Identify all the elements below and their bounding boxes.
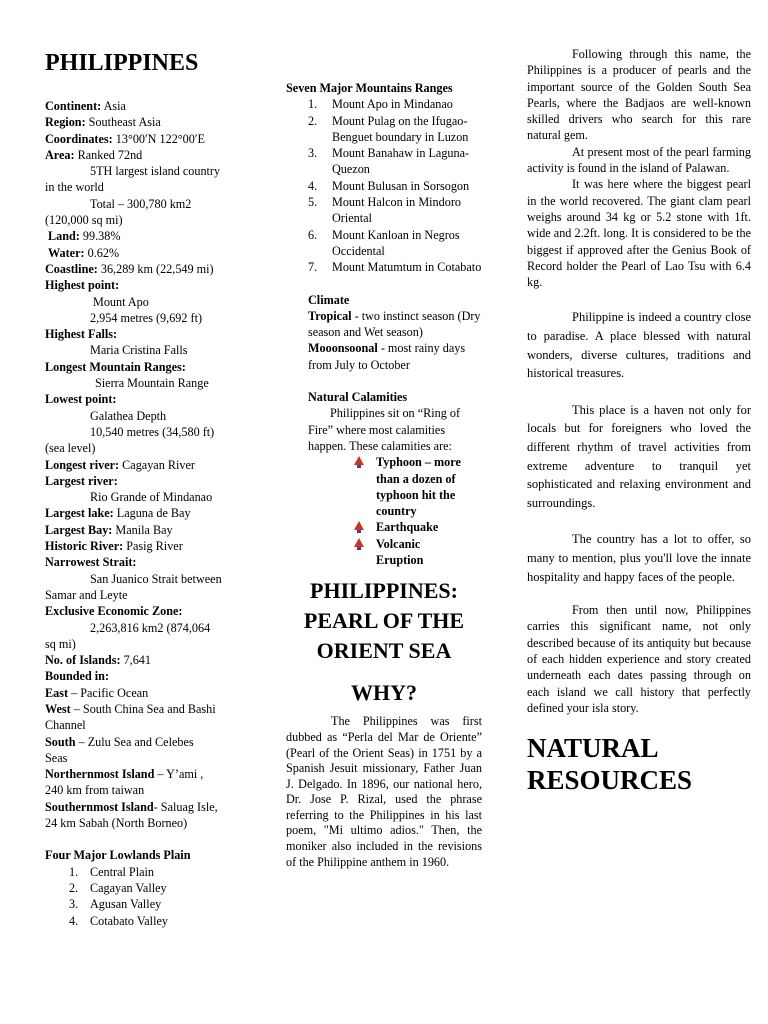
fact-line: Mount Apo — [93, 294, 149, 309]
fact-east: East – Pacific Ocean — [45, 685, 149, 700]
list-item: 3. Mount Banahaw in Laguna-Quezon — [308, 146, 470, 177]
fact-coordinates: Coordinates: 13°00′N 122°00′E — [45, 131, 205, 146]
fact-coastline: Coastline: 36,289 km (22,549 mi) — [45, 261, 214, 276]
list-item: 1. Mount Apo in Mindanao — [308, 97, 453, 112]
column-facts — [45, 0, 250, 929]
calamities-intro: Philippines sit on “Ring of Fire” where most calamities happen. These calamities are: — [308, 406, 461, 453]
paragraph: From then until now, Philippines carries this significant name, not only described because of its antiquity but because of each hidden experience and story created underneath each dates passing through on each island we call history that perfectly defined your isla story. — [527, 603, 751, 715]
mountains-list — [286, 96, 482, 275]
fact-highest-point: Highest point: — [45, 278, 120, 293]
lowlands-list — [45, 864, 250, 929]
fact-line: (sea level) — [45, 441, 96, 456]
fact-line: Galathea Depth — [90, 408, 167, 423]
calamities-heading: Natural Calamities — [308, 390, 408, 405]
fact-area: Area: Ranked 72nd — [45, 147, 143, 162]
fact-islands: No. of Islands: 7,641 — [45, 653, 151, 668]
arrow-bullet-icon — [354, 538, 364, 547]
fact-largest-bay: Largest Bay: Manila Bay — [45, 522, 173, 537]
fact-historic-river: Historic River: Pasig River — [45, 539, 183, 554]
arrow-bullet-icon — [354, 521, 364, 530]
why-paragraph: The Philippines was first dubbed as “Perla del Mar de Oriente” (Pearl of the Orient Seas) in 1751 by a Spanish Jesuit missionary, Father Juan J. Delgado. In 1896, our national hero, Dr. Jose P. Rizal, used the phrase referring to the Philippines in his last poem, "Mi ultimo adios." Then, the moniker also included in the revisions of the Philippine anthem in 1960. — [286, 714, 482, 869]
fact-area-line: 5TH largest island country — [90, 164, 221, 179]
calamity-item: Volcanic Eruption — [286, 536, 482, 569]
paragraph: At present most of the pearl farming activity is found in the island of Palawan. — [527, 144, 751, 176]
list-item: 5. Mount Halcon in Mindoro Oriental — [308, 195, 461, 226]
fact-line: 10,540 metres (34,580 ft) — [90, 424, 215, 439]
fact-line: Seas — [45, 750, 68, 765]
why-heading: WHY? — [351, 680, 417, 706]
fact-water: Water: 0.62% — [48, 245, 120, 260]
paragraph: This place is a haven not only for locals but for foreigners who loved the different rhythm of travel activities from extreme adventure to tranquil yet sophisticated and relaxing environment and surroundings. — [527, 402, 751, 510]
fact-line: Samar and Leyte — [45, 587, 128, 602]
fact-southernmost: Southernmost Island- Saluag Isle, — [45, 799, 218, 814]
list-item: 7. Mount Matumtum in Cotabato — [308, 260, 482, 275]
fact-largest-lake: Largest lake: Laguna de Bay — [45, 506, 191, 521]
mountains-heading: Seven Major Mountains Ranges — [286, 81, 453, 95]
fact-area-line: in the world — [45, 180, 104, 195]
arrow-bullet-icon — [354, 456, 364, 465]
calamity-item: Earthquake — [286, 519, 482, 535]
climate-monsoonal: Mooonsoonal - most rainy days from July to October — [308, 341, 466, 372]
fact-area-line: Total – 300,780 km2 — [90, 196, 192, 211]
fact-longest-river: Longest river: Cagayan River — [45, 457, 195, 472]
fact-line: 2,263,816 km2 (874,064 — [90, 620, 211, 635]
fact-line: Sierra Mountain Range — [95, 376, 209, 391]
main-heading: PHILIPPINES: PEARL OF THE ORIENT SEA — [303, 578, 465, 664]
fact-largest-river: Largest river: — [45, 473, 118, 488]
fact-area-line: (120,000 sq mi) — [45, 213, 123, 228]
fact-eez: Exclusive Economic Zone: — [45, 604, 183, 619]
fact-line: 240 km from taiwan — [45, 783, 145, 798]
fact-line: Rio Grande of Mindanao — [90, 490, 213, 505]
lowlands-heading: Four Major Lowlands Plain — [45, 848, 191, 863]
fact-bounded: Bounded in: — [45, 669, 110, 684]
fact-mountain-ranges: Longest Mountain Ranges: — [45, 359, 186, 374]
fact-line: Channel — [45, 718, 86, 733]
paragraph: Philippine is indeed a country close to paradise. A place blessed with natural wonders, diverse cultures, traditions and historical treasures. — [527, 310, 751, 381]
column-middle — [286, 0, 482, 870]
fact-line: sq mi) — [45, 636, 76, 651]
paragraph: It was here where the biggest pearl in the world recovered. The giant clam pearl weighs around 34 kg or 5.2 stone with 1ft. wide and 2.2ft. long. It is considered to be the biggest if approved after the Genius Book of Record holder the Pearl of Lao Tsu with 6.4 kg. — [527, 177, 751, 290]
list-item: 4. Mount Bulusan in Sorsogon — [308, 178, 470, 193]
column-right — [527, 0, 751, 796]
fact-line: Maria Cristina Falls — [90, 343, 188, 358]
fact-narrowest-strait: Narrowest Strait: — [45, 555, 137, 570]
list-item: 1. Central Plain — [69, 864, 154, 879]
fact-south: South – Zulu Sea and Celebes — [45, 734, 194, 749]
climate-tropical: Tropical - two instinct season (Dry season and Wet season) — [308, 308, 481, 340]
fact-line: 2,954 metres (9,692 ft) — [90, 310, 203, 325]
resources-heading: NATURAL RESOURCES — [527, 733, 693, 796]
paragraph: Following through this name, the Philippines is a producer of pearls and the important source of the Golden South Sea Pearls, where the Badjaos are well-known skilled drivers who search for this rare natural gem. — [527, 47, 751, 143]
paragraph: The country has a lot to offer, so many to mention, plus you'll love the innate hospitality and happy faces of the people. — [527, 532, 751, 584]
climate-heading: Climate — [308, 292, 350, 307]
fact-west: West – South China Sea and Bashi — [45, 701, 216, 716]
fact-region: Region: Southeast Asia — [45, 115, 161, 130]
list-item: 6. Mount Kanloan in Negros Occidental — [308, 227, 460, 258]
fact-line: 24 km Sabah (North Borneo) — [45, 816, 188, 831]
list-item: 2. Mount Pulag on the Ifugao-Benguet boundary in Luzon — [308, 113, 469, 144]
calamity-item: Typhoon – more than a dozen of typhoon hit the country — [286, 454, 482, 519]
list-item: 2. Cagayan Valley — [69, 880, 167, 895]
fact-line: San Juanico Strait between — [90, 571, 222, 586]
fact-continent: Continent: Asia — [45, 99, 126, 113]
list-item: 4. Cotabato Valley — [69, 913, 168, 928]
fact-highest-falls: Highest Falls: — [45, 327, 118, 342]
page-title: PHILIPPINES — [45, 50, 199, 76]
fact-land: Land: 99.38% — [48, 229, 121, 244]
list-item: 3. Agusan Valley — [69, 897, 162, 912]
fact-lowest-point: Lowest point: — [45, 392, 117, 407]
fact-northernmost: Northernmost Island – Y’ami , — [45, 767, 204, 782]
